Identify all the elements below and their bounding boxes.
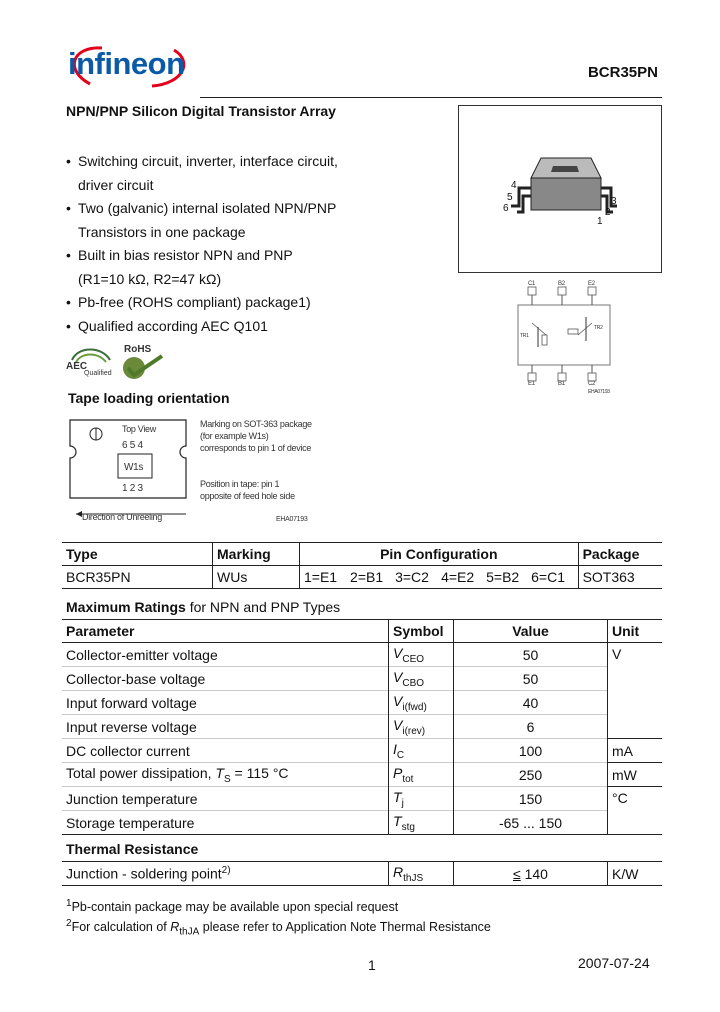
value-cell: ≤ 140 <box>454 862 608 886</box>
tape-direction-label: Direction of Unreeling <box>82 512 162 522</box>
value-cell: 100 <box>454 739 608 763</box>
param-cell: Junction temperature <box>62 787 389 811</box>
value-cell: 6 <box>454 715 608 739</box>
schematic-diagram-icon <box>512 283 612 395</box>
package-drawing <box>458 105 662 273</box>
param-cell: Collector-emitter voltage <box>62 643 389 667</box>
feature-item: • Built in bias resistor NPN and PNP <box>66 244 338 268</box>
schematic-tr2-label: TR2 <box>594 325 603 331</box>
symbol-cell: $V_{i(rev)}$ <box>389 715 454 739</box>
col-symbol: Symbol <box>389 620 454 643</box>
value-cell: 40 <box>454 691 608 715</box>
pin-label-3: 3 <box>611 196 617 207</box>
cell-pin: 4=E2 <box>441 569 475 585</box>
schematic-pin-b2: B2 <box>558 281 565 287</box>
qualification-badges <box>64 342 174 382</box>
aec-qualified-label: Qualified <box>84 370 112 377</box>
feature-item-cont: (R1=10 kΩ, R2=47 kΩ) <box>78 270 222 287</box>
cell-pin: 2=B1 <box>350 569 384 585</box>
footnote-1: $^1$Pb-contain package may be available upon special request <box>66 898 399 915</box>
tape-code: EHA07193 <box>276 516 308 523</box>
rohs-label: RoHS <box>124 344 152 355</box>
tape-heading: Tape loading orientation <box>68 390 230 406</box>
document-title: NPN/PNP Silicon Digital Transistor Array <box>66 103 336 119</box>
feature-list <box>66 150 338 338</box>
cell-marking: WUs <box>213 566 300 589</box>
unit-cell: mW <box>608 763 663 787</box>
cell-pin: 1=E1 <box>304 569 338 585</box>
cell-package: SOT363 <box>582 569 635 585</box>
param-cell: Input reverse voltage <box>62 715 389 739</box>
cell-type: BCR35PN <box>62 566 213 589</box>
pin-label-6: 6 <box>503 203 509 214</box>
header-rule <box>200 97 662 98</box>
value-cell: 50 <box>454 643 608 667</box>
param-cell: DC collector current <box>62 739 389 763</box>
symbol-cell: $T_{stg}$ <box>389 811 454 835</box>
ratings-heading: Maximum Ratings for NPN and PNP Types <box>66 599 341 615</box>
infineon-logo <box>62 40 192 92</box>
feature-item-cont: Transistors in one package <box>78 223 246 240</box>
col-marking: Marking <box>213 543 300 566</box>
schematic-pin-e2: E2 <box>588 281 595 287</box>
part-number: BCR35PN <box>587 64 658 81</box>
value-cell: 150 <box>454 787 608 811</box>
cell-pin: 5=B2 <box>486 569 520 585</box>
param-cell: Collector-base voltage <box>62 667 389 691</box>
tape-pins-bottom: 1 2 3 <box>122 483 143 494</box>
tape-diagram <box>66 418 316 528</box>
symbol-cell: $V_{CEO}$ <box>389 643 454 667</box>
cell-pin: 3=C2 <box>395 569 429 585</box>
symbol-cell: $R_{thJS}$ <box>389 862 454 886</box>
schematic-code: EHA07193 <box>588 389 610 395</box>
unit-cell: K/W <box>612 865 639 882</box>
tape-note-position: Position in tape: pin 1 opposite of feed hole side <box>200 479 295 501</box>
type-table <box>62 542 662 589</box>
unit-cell: mA <box>608 739 663 763</box>
symbol-cell: $V_{i(fwd)}$ <box>389 691 454 715</box>
col-value: Value <box>454 620 608 643</box>
feature-item: • Switching circuit, inverter, interface circuit, <box>66 150 338 174</box>
symbol-cell: $P_{tot}$ <box>389 763 454 787</box>
tape-pins-top: 6 5 4 <box>122 440 143 451</box>
col-type: Type <box>62 543 213 566</box>
pin-label-1: 1 <box>597 216 603 227</box>
sot363-package-icon <box>459 106 661 272</box>
thermal-heading: Thermal Resistance <box>66 841 199 857</box>
schematic-pin-c1: C1 <box>528 281 536 287</box>
pin-label-2: 2 <box>605 207 611 218</box>
param-cell: Storage temperature <box>62 811 389 835</box>
feature-item: • Two (galvanic) internal isolated NPN/PNP <box>66 197 338 221</box>
footnote-2: $^2$For calculation of $R_{thJA}$ please refer to Application Note Thermal Resistance <box>66 918 491 938</box>
feature-item-cont: driver circuit <box>78 176 154 193</box>
tape-note-marking: Marking on SOT-363 package (for example W1s) corresponds to pin 1 of device <box>200 419 312 453</box>
col-unit: Unit <box>612 623 640 639</box>
pin-schematic <box>512 283 612 395</box>
cell-pin: 6=C1 <box>530 566 578 589</box>
feature-item: • Pb-free (ROHS compliant) package1) <box>66 291 338 315</box>
schematic-tr1-label: TR1 <box>520 333 529 339</box>
rohs-check-icon <box>122 354 170 382</box>
param-cell: Total power dissipation, $T_S = 115$ °C <box>62 763 389 787</box>
page-number: 1 <box>368 957 376 973</box>
col-parameter: Parameter <box>62 620 389 643</box>
pin-label-5: 5 <box>507 192 513 203</box>
col-package: Package <box>582 546 640 562</box>
col-pin-config: Pin Configuration <box>300 543 579 566</box>
schematic-pin-c2: C2 <box>588 381 596 387</box>
tape-marking: W1s <box>124 462 144 473</box>
document-date: 2007-07-24 <box>578 955 650 971</box>
symbol-cell: $T_j$ <box>389 787 454 811</box>
unit-cell: V <box>612 646 622 662</box>
value-cell: 250 <box>454 763 608 787</box>
param-cell: Input forward voltage <box>62 691 389 715</box>
tape-top-view-label: Top View <box>122 424 156 434</box>
value-cell: 50 <box>454 667 608 691</box>
aec-label: AEC <box>66 361 88 372</box>
thermal-table <box>62 861 662 886</box>
value-cell: -65 ... 150 <box>454 811 608 835</box>
unit-cell: °C <box>608 787 663 835</box>
symbol-cell: $I_C$ <box>389 739 454 763</box>
pin-label-4: 4 <box>511 180 517 191</box>
logo-text: infineon <box>68 46 185 81</box>
ratings-table <box>62 619 662 835</box>
param-cell: Junction - soldering point$^{2)}$ <box>62 862 389 886</box>
feature-item: • Qualified according AEC Q101 <box>66 315 338 339</box>
symbol-cell: $V_{CBO}$ <box>389 667 454 691</box>
schematic-pin-e1: E1 <box>528 381 535 387</box>
schematic-pin-b1: B1 <box>558 381 565 387</box>
